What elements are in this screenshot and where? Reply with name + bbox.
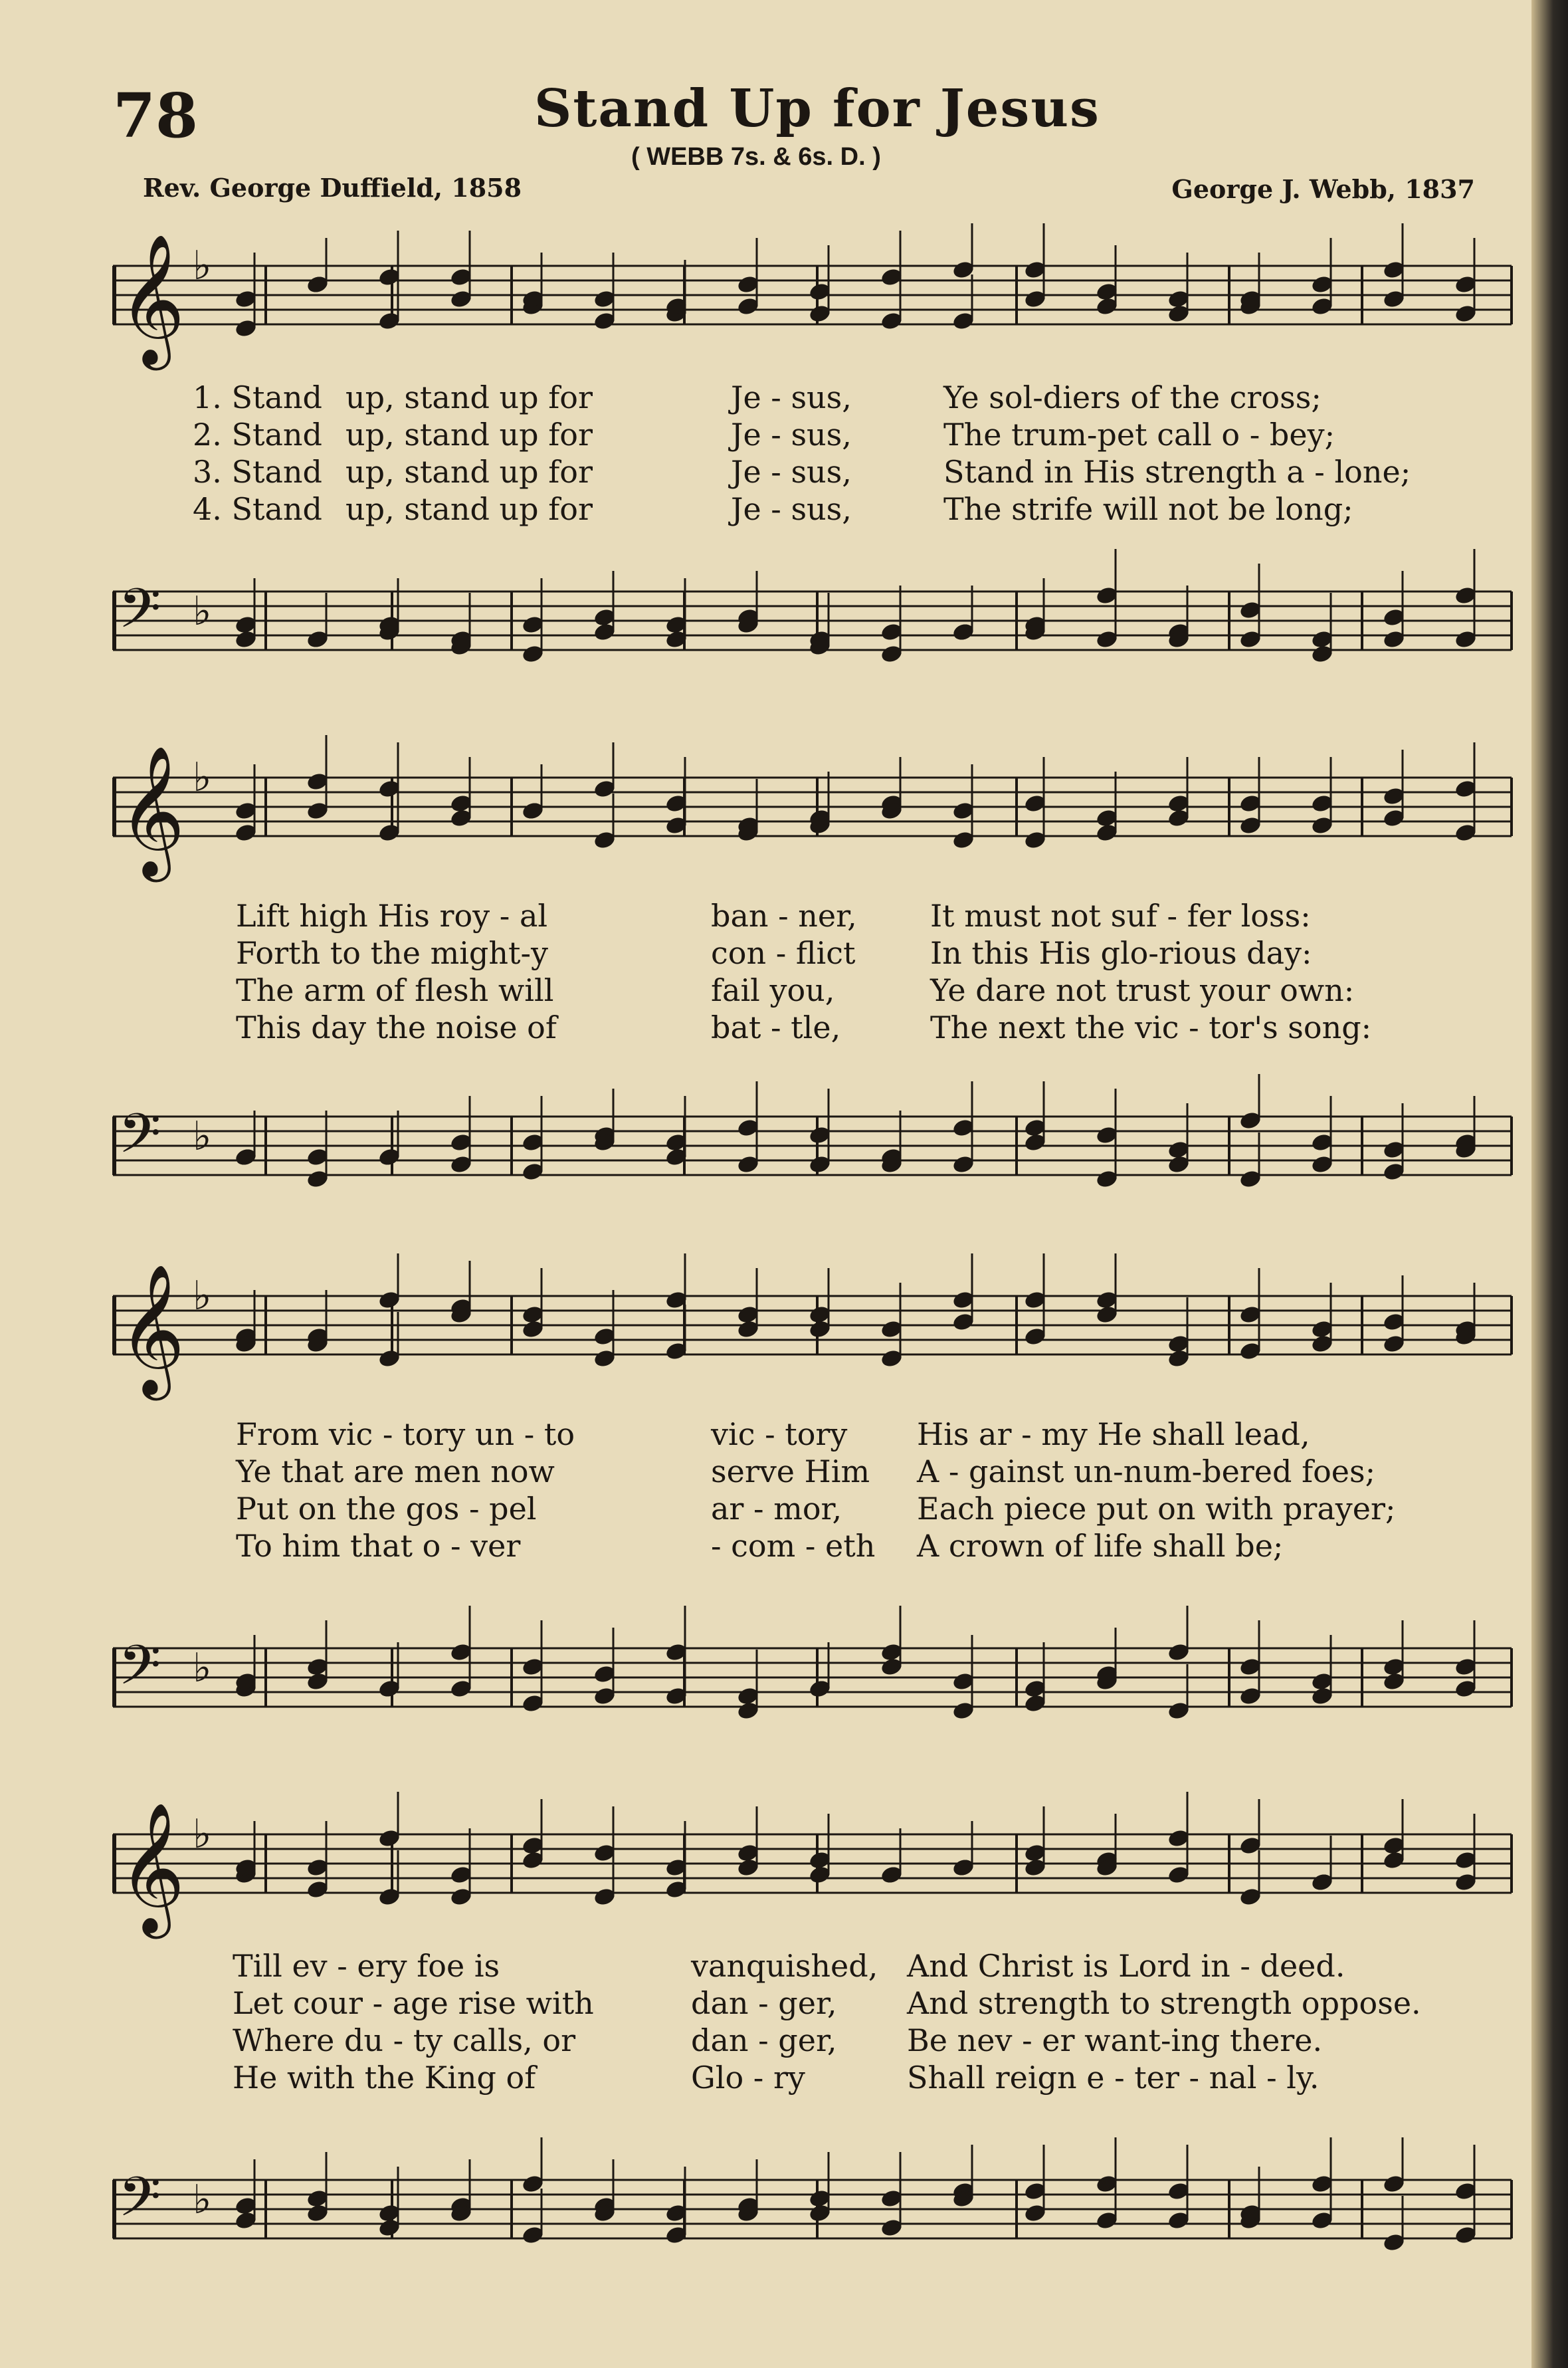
lyric-text: Till ev - ery foe is: [233, 1948, 500, 1984]
lyric-text: Where du - ty calls, or: [233, 2022, 576, 2058]
lyric-text: From vic - tory un - to: [236, 1416, 575, 1452]
lyric-text: ar - mor,: [711, 1491, 842, 1527]
flat-icon: ♭: [193, 588, 212, 635]
lyric-text: up, stand up for: [345, 417, 593, 453]
lyric-line: [113, 1453, 1512, 1490]
lyricist-credit: Rev. George Duffield, 1858: [143, 173, 522, 203]
lyric-text: Be nev - er want-ing there.: [907, 2022, 1323, 2058]
bass-clef-icon: 𝄢: [118, 1633, 161, 1711]
treble-clef-icon: 𝄞: [118, 745, 185, 877]
lyric-text: fail you,: [711, 972, 835, 1008]
lyric-text: up, stand up for: [345, 491, 593, 527]
flat-icon: ♭: [193, 243, 212, 289]
lyric-line: [113, 2059, 1512, 2096]
treble-staff: [113, 226, 1512, 372]
lyric-text: Put on the gos - pel: [236, 1491, 537, 1527]
flat-icon: ♭: [193, 754, 212, 801]
bass-staff: [113, 1608, 1512, 1755]
lyric-text: Lift high His roy - al: [236, 898, 548, 934]
lyric-text: dan - ger,: [691, 2022, 837, 2058]
lyric-text: To him that o - ver: [236, 1528, 521, 1564]
bass-staff: [113, 2140, 1512, 2286]
lyric-text: ban - ner,: [711, 898, 857, 934]
lyric-text: Je - sus,: [731, 417, 852, 453]
lyric-text: serve Him: [711, 1453, 870, 1489]
lyric-line: [113, 1009, 1512, 1046]
lyric-line: [113, 379, 1512, 416]
bass-staff: [113, 1077, 1512, 1223]
lyric-line: [113, 972, 1512, 1009]
lyric-text: Shall reign e - ter - nal - ly.: [907, 2060, 1320, 2096]
lyric-text: The trum-pet call o - bey;: [943, 417, 1335, 453]
lyrics-block: [113, 1947, 1512, 2096]
music-system-1: [113, 226, 1512, 691]
lyric-line: [113, 1527, 1512, 1564]
flat-icon: ♭: [193, 1273, 212, 1319]
lyrics-block: [113, 1416, 1512, 1564]
lyric-line: [113, 1947, 1512, 1985]
lyric-line: [113, 416, 1512, 453]
lyric-text: Forth to the might-y: [236, 935, 548, 971]
lyric-line: [113, 1490, 1512, 1527]
lyric-text: Ye that are men now: [236, 1453, 555, 1489]
lyric-text: In this His glo-rious day:: [930, 935, 1312, 971]
lyric-line: [113, 2022, 1512, 2059]
lyric-line: [113, 1416, 1512, 1453]
lyrics-block: [113, 379, 1512, 528]
lyric-text: Ye dare not trust your own:: [930, 972, 1355, 1008]
flat-icon: ♭: [193, 1113, 212, 1160]
music-system-2: [113, 738, 1512, 1203]
lyric-text: Let cour - age rise with: [233, 1985, 594, 2021]
lyric-text: con - flict: [711, 935, 856, 971]
bass-staff: [113, 552, 1512, 698]
lyric-line: [113, 490, 1512, 528]
lyric-text: 3. Stand: [193, 454, 323, 490]
lyric-text: A crown of life shall be;: [917, 1528, 1284, 1564]
lyric-line: [113, 897, 1512, 934]
lyric-text: vic - tory: [711, 1416, 848, 1452]
lyric-text: vanquished,: [691, 1948, 878, 1984]
lyric-text: up, stand up for: [345, 379, 593, 415]
treble-clef-icon: 𝄞: [118, 1802, 185, 1933]
lyric-text: A - gainst un-num-bered foes;: [917, 1453, 1376, 1489]
lyric-text: up, stand up for: [345, 454, 593, 490]
hymn-title: Stand Up for Jesus: [534, 78, 1100, 139]
lyric-text: - com - eth: [711, 1528, 876, 1564]
lyrics-block: [113, 897, 1512, 1046]
flat-icon: ♭: [193, 2177, 212, 2223]
lyric-text: 4. Stand: [193, 491, 323, 527]
lyric-text: And Christ is Lord in - deed.: [907, 1948, 1345, 1984]
bass-clef-icon: 𝄢: [118, 1101, 161, 1179]
treble-staff: [113, 1256, 1512, 1402]
bass-clef-icon: 𝄢: [118, 2165, 161, 2242]
lyric-text: Each piece put on with prayer;: [917, 1491, 1396, 1527]
composer-credit: George J. Webb, 1837: [1171, 174, 1475, 204]
lyric-text: Je - sus,: [731, 491, 852, 527]
lyric-text: The strife will not be long;: [943, 491, 1353, 527]
lyric-line: [113, 1985, 1512, 2022]
lyric-text: Stand in His strength a - lone;: [943, 454, 1411, 490]
flat-icon: ♭: [193, 1645, 212, 1691]
lyric-line: [113, 934, 1512, 972]
flat-icon: ♭: [193, 1811, 212, 1858]
lyric-text: And strength to strength oppose.: [907, 1985, 1421, 2021]
page-edge: [1531, 0, 1568, 2368]
bass-clef-icon: 𝄢: [118, 576, 161, 654]
lyric-text: dan - ger,: [691, 1985, 837, 2021]
lyric-text: It must not suf - fer loss:: [930, 898, 1311, 934]
lyric-text: Je - sus,: [731, 379, 852, 415]
tune-name: ( WEBB 7s. & 6s. D. ): [631, 143, 881, 171]
lyric-line: [113, 453, 1512, 490]
lyric-text: He with the King of: [233, 2060, 536, 2096]
lyric-text: Je - sus,: [731, 454, 852, 490]
treble-clef-icon: 𝄞: [118, 1263, 185, 1395]
lyric-text: Ye sol-diers of the cross;: [943, 379, 1322, 415]
treble-clef-icon: 𝄞: [118, 233, 185, 365]
lyric-text: The next the vic - tor's song:: [930, 1010, 1372, 1045]
music-system-3: [113, 1256, 1512, 1721]
lyric-text: His ar - my He shall lead,: [917, 1416, 1310, 1452]
hymn-number: 78: [113, 80, 199, 152]
music-system-4: [113, 1794, 1512, 2260]
lyric-text: 2. Stand: [193, 417, 323, 453]
lyric-text: The arm of flesh will: [236, 972, 554, 1008]
lyric-text: This day the noise of: [236, 1010, 557, 1045]
treble-staff: [113, 738, 1512, 884]
treble-staff: [113, 1794, 1512, 1941]
lyric-text: 1. Stand: [193, 379, 323, 415]
lyric-text: Glo - ry: [691, 2060, 805, 2096]
lyric-text: bat - tle,: [711, 1010, 841, 1045]
